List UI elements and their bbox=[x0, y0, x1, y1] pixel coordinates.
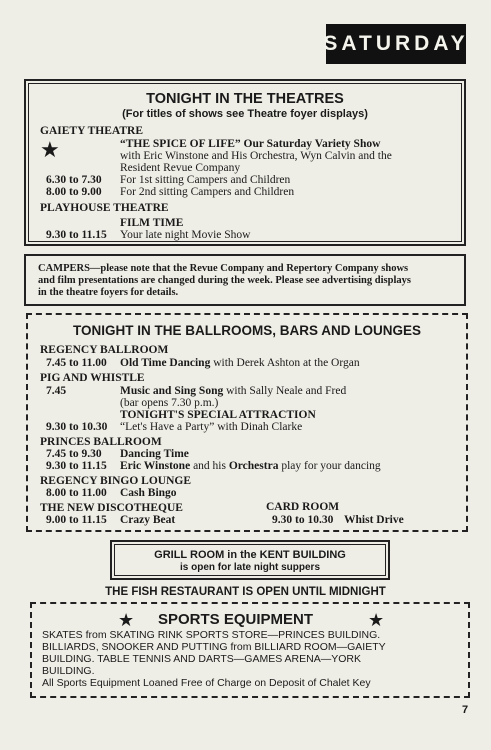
princes-time-1: 7.45 to 9.30 bbox=[46, 448, 102, 460]
campers-line-2: and film presentations are changed during the week. Please see advertising displays bbox=[38, 275, 411, 286]
playhouse-desc: Your late night Movie Show bbox=[120, 229, 251, 241]
gaiety-heading: GAIETY THEATRE bbox=[40, 125, 143, 137]
star-icon: ★ bbox=[368, 610, 385, 630]
sports-line-5: All Sports Equipment Loaned Free of Charge on Deposit of Chalet Key bbox=[42, 677, 371, 689]
theatres-subtitle: (For titles of shows see Theatre foyer displays) bbox=[122, 108, 368, 120]
pig-event-bold: Music and Sing Song bbox=[120, 385, 224, 397]
special-heading: TONIGHT'S SPECIAL ATTRACTION bbox=[120, 409, 316, 421]
gaiety-show-line3: Resident Revue Company bbox=[120, 162, 241, 174]
sports-line-1: SKATES from SKATING RINK SPORTS STORE—PRINCES BUILDING. bbox=[42, 629, 381, 641]
sitting-time-1: 6.30 to 7.30 bbox=[46, 174, 102, 186]
card-time: 9.30 to 10.30 bbox=[272, 514, 334, 526]
special-time: 9.30 to 10.30 bbox=[46, 421, 108, 433]
pig-note: (bar opens 7.30 p.m.) bbox=[120, 397, 219, 409]
sitting-time-2: 8.00 to 9.00 bbox=[46, 186, 102, 198]
regency-event bbox=[120, 357, 360, 369]
fish-restaurant-notice: THE FISH RESTAURANT IS OPEN UNTIL MIDNIGHT bbox=[105, 586, 386, 598]
sports-line-3: BUILDING. TABLE TENNIS AND DARTS—GAMES ARENA—YORK bbox=[42, 653, 361, 665]
regency-event-bold: Old Time Dancing bbox=[120, 357, 211, 369]
playhouse-time: 9.30 to 11.15 bbox=[46, 229, 107, 241]
princes-event-2-bold2: Orchestra bbox=[228, 460, 279, 472]
princes-event-2 bbox=[120, 460, 381, 472]
princes-event-2-mid: and his bbox=[193, 460, 226, 472]
disco-time: 9.00 to 11.15 bbox=[46, 514, 107, 526]
grill-line-1: GRILL ROOM in the KENT BUILDING bbox=[154, 549, 346, 561]
bingo-heading: REGENCY BINGO LOUNGE bbox=[40, 475, 192, 487]
grill-line-2: is open for late night suppers bbox=[179, 562, 320, 573]
theatres-title: TONIGHT IN THE THEATRES bbox=[146, 91, 344, 107]
theatres-section bbox=[24, 79, 466, 246]
sports-line-2: BILLIARDS, SNOOKER AND PUTTING from BILLIARD ROOM—GAIETY bbox=[42, 641, 386, 653]
bingo-event: Cash Bingo bbox=[120, 487, 177, 499]
princes-event-2-bold: Eric Winstone bbox=[120, 460, 191, 472]
page-number: 7 bbox=[462, 704, 469, 716]
day-banner: SATURDAY bbox=[326, 24, 466, 64]
princes-event-2-rest: play for your dancing bbox=[281, 460, 381, 472]
disco-heading: THE NEW DISCOTHEQUE bbox=[40, 502, 183, 514]
regency-heading: REGENCY BALLROOM bbox=[40, 344, 169, 356]
star-icon: ★ bbox=[40, 137, 60, 162]
princes-time-2: 9.30 to 11.15 bbox=[46, 460, 107, 472]
princes-heading: PRINCES BALLROOM bbox=[40, 436, 162, 448]
playhouse-heading: PLAYHOUSE THEATRE bbox=[40, 202, 169, 214]
gaiety-show-title: “THE SPICE OF LIFE” Our Saturday Variety Show bbox=[120, 138, 381, 150]
campers-line-3: in the theatre foyers for details. bbox=[38, 287, 179, 298]
sitting-desc-1: For 1st sitting Campers and Children bbox=[120, 174, 291, 186]
sports-section bbox=[30, 602, 470, 698]
pig-event-rest: with Sally Neale and Fred bbox=[226, 385, 347, 397]
card-event: Whist Drive bbox=[344, 514, 404, 526]
star-icon: ★ bbox=[118, 610, 135, 630]
playhouse-film: FILM TIME bbox=[120, 217, 184, 229]
regency-time: 7.45 to 11.00 bbox=[46, 357, 107, 369]
disco-event: Crazy Beat bbox=[120, 514, 176, 526]
pig-event bbox=[120, 385, 346, 397]
regency-event-rest: with Derek Ashton at the Organ bbox=[213, 357, 360, 369]
grill-room-notice bbox=[110, 540, 390, 580]
ballrooms-section bbox=[26, 313, 468, 532]
gaiety-show-line2: with Eric Winstone and His Orchestra, Wyn Calvin and the bbox=[120, 150, 392, 162]
campers-note bbox=[24, 254, 466, 306]
sitting-desc-2: For 2nd sitting Campers and Children bbox=[120, 186, 295, 198]
card-heading: CARD ROOM bbox=[266, 501, 340, 513]
campers-line-1: CAMPERS—please note that the Revue Company and Repertory Company shows bbox=[38, 263, 409, 274]
ballrooms-title: TONIGHT IN THE BALLROOMS, BARS AND LOUNGES bbox=[72, 323, 421, 338]
special-desc: “Let's Have a Party” with Dinah Clarke bbox=[120, 421, 303, 433]
princes-event-1: Dancing Time bbox=[120, 448, 189, 460]
pig-heading: PIG AND WHISTLE bbox=[40, 372, 145, 384]
sports-title: SPORTS EQUIPMENT bbox=[158, 611, 314, 628]
sports-line-4: BUILDING. bbox=[42, 665, 95, 677]
pig-time: 7.45 bbox=[46, 385, 67, 397]
bingo-time: 8.00 to 11.00 bbox=[46, 487, 107, 499]
